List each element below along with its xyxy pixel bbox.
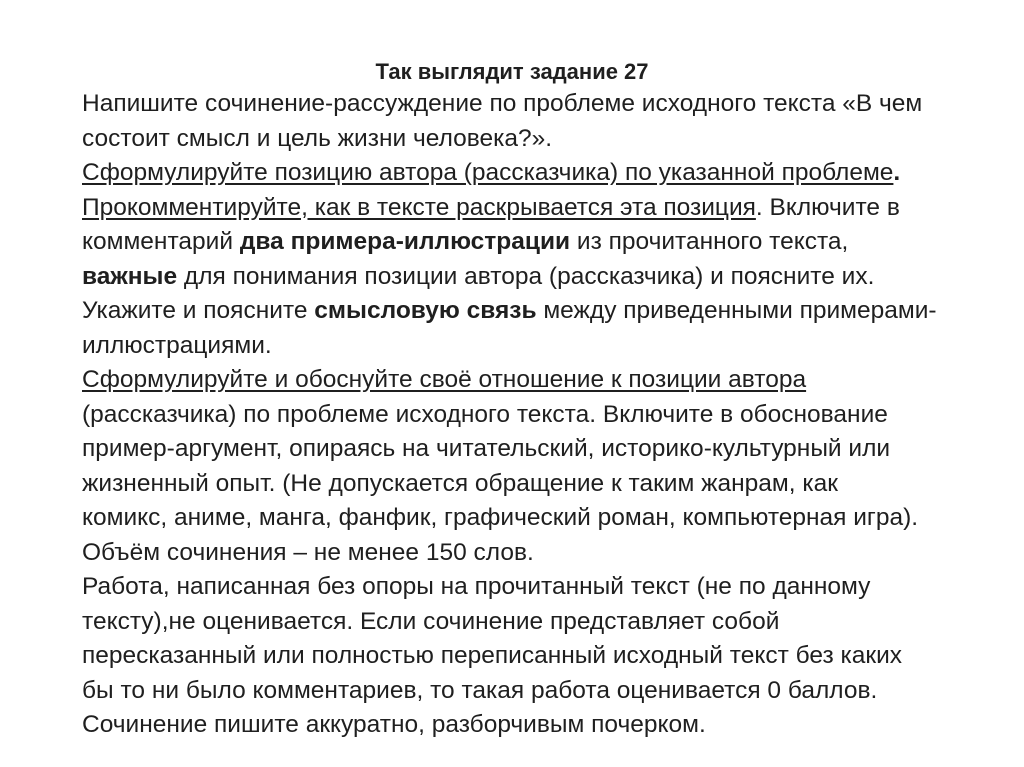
text-segment: пересказанный или полностью переписанный исходный текст без каких (82, 642, 903, 669)
text-segment: Напишите сочинение-рассуждение по проблеме исходного текста «В чем (82, 90, 923, 117)
text-segment: состоит смысл и цель жизни человека?». (82, 124, 553, 152)
underlined-text: Прокомментируйте, как в тексте раскрывается эта позиция (82, 193, 756, 221)
text-segment: из прочитанного текста, (570, 228, 849, 255)
text-segment: бы то ни было комментариев, то такая работа оценивается 0 баллов. (82, 676, 878, 704)
text-line (82, 363, 1002, 398)
text-line (82, 432, 1002, 467)
emphasized-text: смысловую связь (314, 297, 537, 324)
text-segment: Работа, написанная без опоры на прочитанный текст (не по данному (82, 573, 871, 600)
text-line (82, 87, 1002, 122)
text-line (82, 501, 1002, 536)
text-line (82, 122, 1002, 157)
text-line (82, 639, 1002, 674)
text-line (82, 708, 1002, 743)
underlined-text: Сформулируйте и обоснуйте своё отношение к позиции автора (82, 366, 807, 393)
text-line (82, 398, 1002, 433)
text-line (82, 570, 1002, 605)
text-segment: Объём сочинения – не менее 150 слов. (82, 538, 534, 566)
text-segment: Сочинение пишите аккуратно, разборчивым почерком. (82, 711, 706, 738)
text-line (82, 294, 1002, 329)
text-line (82, 467, 1002, 502)
text-segment: для понимания позиции автора (рассказчика) и поясните их. (177, 262, 875, 290)
text-segment: тексту),не оценивается. Если сочинение представляет собой (82, 607, 780, 635)
text-segment: комикс, аниме, манга, фанфик, графический роман, компьютерная игра). (82, 504, 919, 531)
text-line (82, 260, 1002, 295)
emphasized-text: . (893, 159, 901, 186)
text-segment: комментарий (82, 228, 240, 255)
text-segment: иллюстрациями. (82, 331, 272, 359)
text-segment: между приведенными примерами- (536, 297, 937, 324)
text-line (82, 605, 1002, 640)
text-line (82, 156, 1002, 191)
text-segment: (рассказчика) по проблеме исходного текста. Включите в обоснование (82, 400, 888, 428)
text-line (82, 674, 1002, 709)
emphasized-text: важные (82, 262, 178, 290)
text-segment: Укажите и поясните (82, 297, 315, 324)
slide-title: Так выглядит задание 27 (375, 59, 649, 84)
text-line (82, 536, 1002, 571)
task-description (82, 87, 1002, 743)
text-segment: пример-аргумент, опираясь на читательский, историко-культурный или (82, 435, 891, 462)
text-line (82, 191, 1002, 226)
underlined-text: Сформулируйте позицию автора (рассказчика) по указанной проблеме (82, 159, 894, 186)
text-line (82, 225, 1002, 260)
emphasized-text: два примера-иллюстрации (239, 228, 571, 255)
text-segment: . Включите в (755, 193, 900, 221)
text-segment: жизненный опыт. (Не допускается обращение к таким жанрам, как (82, 469, 838, 497)
text-line (82, 329, 1002, 364)
